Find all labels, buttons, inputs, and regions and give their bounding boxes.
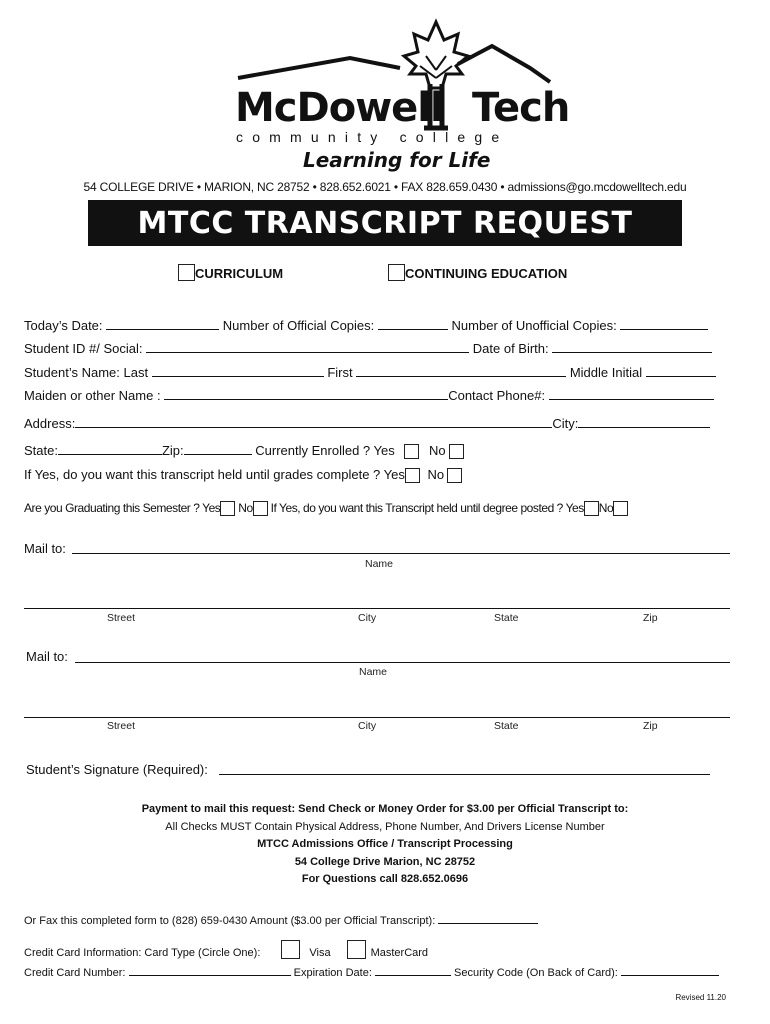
security-code-label: Security Code (On Back of Card): — [454, 967, 618, 979]
continuing-label: CONTINUING EDUCATION — [405, 266, 568, 281]
degree-no-label: No — [598, 501, 614, 515]
logo-name-left: McDowell — [235, 85, 443, 131]
mail-name-line-2[interactable] — [75, 662, 730, 663]
fax-label: Or Fax this completed form to (828) 659-0430 Amount ($3.00 per Official Transcript): — [24, 915, 436, 927]
fax-amount-field[interactable] — [438, 914, 538, 924]
city-label: City: — [552, 416, 579, 431]
dates-row — [24, 318, 730, 334]
address-field[interactable] — [75, 416, 552, 428]
state-caption: State — [494, 612, 519, 624]
expiration-field[interactable] — [375, 966, 451, 976]
hold-yes-checkbox[interactable] — [405, 468, 420, 483]
dob-label: Date of Birth: — [472, 341, 549, 356]
maiden-field[interactable] — [164, 388, 448, 400]
phone-label: Contact Phone#: — [448, 388, 546, 403]
graduating-row — [24, 500, 730, 516]
student-id-field[interactable] — [146, 341, 469, 353]
card-number-row — [24, 966, 719, 979]
page-title: MTCC TRANSCRIPT REQUEST — [88, 200, 682, 246]
hold-no-checkbox[interactable] — [447, 468, 462, 483]
maiden-row — [24, 388, 730, 404]
college-logo — [230, 18, 570, 172]
payment-line-2: All Checks MUST Contain Physical Address, Phone Number, And Drivers License Number — [165, 820, 605, 833]
todays-date-field[interactable] — [106, 318, 219, 330]
card-number-field[interactable] — [129, 966, 291, 976]
payment-line-1: Payment to mail this request: Send Check or Money Order for $3.00 per Official Transcript to: — [141, 803, 629, 815]
curriculum-checkbox[interactable] — [178, 264, 195, 281]
graduating-no-checkbox[interactable] — [253, 501, 268, 516]
signature-line[interactable] — [219, 774, 710, 775]
hold-question: If Yes, do you want this transcript held until grades complete ? Yes — [24, 467, 405, 482]
mail-to-1 — [24, 541, 730, 557]
city-caption: City — [358, 720, 377, 732]
last-name-field[interactable] — [152, 365, 324, 377]
mail-name-caption: Name — [365, 558, 394, 570]
degree-question: If Yes, do you want this Transcript held until degree posted ? Yes — [270, 501, 584, 515]
unofficial-copies-label: Number of Unofficial Copies: — [451, 318, 617, 333]
visa-checkbox[interactable] — [281, 940, 300, 959]
security-code-field[interactable] — [621, 966, 719, 976]
hold-no-label: No — [427, 467, 445, 482]
expiration-label: Expiration Date: — [293, 967, 372, 979]
zip-caption: Zip — [643, 612, 658, 624]
mail-to-label: Mail to: — [26, 649, 68, 664]
visa-label: Visa — [309, 947, 331, 959]
curriculum-option[interactable] — [178, 264, 283, 281]
phone-field[interactable] — [549, 388, 714, 400]
first-name-label: First — [327, 365, 353, 380]
city-caption: City — [358, 612, 377, 624]
state-label: State: — [24, 443, 58, 458]
state-row — [24, 443, 730, 459]
card-type-row — [24, 940, 428, 959]
graduating-question: Are you Graduating this Semester ? Yes — [24, 501, 221, 515]
city-field[interactable] — [578, 416, 710, 428]
mail-name-line-1[interactable] — [72, 553, 730, 554]
logo-tagline: Learning for Life — [303, 148, 491, 172]
unofficial-copies-field[interactable] — [620, 318, 708, 330]
fax-line — [24, 914, 538, 927]
degree-no-checkbox[interactable] — [613, 501, 628, 516]
official-copies-label: Number of Official Copies: — [222, 318, 375, 333]
maiden-label: Maiden or other Name : — [24, 388, 161, 403]
zip-field[interactable] — [184, 443, 252, 455]
enrolled-label: Currently Enrolled ? Yes — [255, 443, 395, 458]
zip-caption: Zip — [643, 720, 658, 732]
mail-address-line-1[interactable] — [24, 608, 730, 609]
payment-line-4: 54 College Drive Marion, NC 28752 — [294, 855, 476, 868]
logo-subtitle: community college — [236, 129, 509, 145]
name-row — [24, 365, 730, 381]
dob-field[interactable] — [552, 341, 712, 353]
graduating-no-label: No — [238, 501, 253, 515]
student-id-label: Student ID #/ Social: — [24, 341, 143, 356]
enrolled-no-label: No — [429, 443, 446, 458]
todays-date-label: Today’s Date: — [24, 318, 103, 333]
degree-yes-checkbox[interactable] — [584, 501, 599, 516]
last-name-label: Student’s Name: Last — [24, 365, 149, 380]
state-caption: State — [494, 720, 519, 732]
first-name-field[interactable] — [356, 365, 566, 377]
curriculum-label: CURRICULUM — [195, 266, 284, 281]
mail-to-label: Mail to: — [24, 541, 66, 556]
official-copies-field[interactable] — [378, 318, 448, 330]
continuing-option[interactable] — [388, 264, 567, 281]
mastercard-label: MasterCard — [370, 947, 429, 959]
continuing-checkbox[interactable] — [388, 264, 405, 281]
signature-row — [26, 762, 732, 778]
street-caption: Street — [107, 720, 136, 732]
zip-label: Zip: — [161, 443, 184, 458]
middle-initial-field[interactable] — [646, 365, 716, 377]
logo-name-right: Tech — [472, 85, 570, 131]
payment-line-3: MTCC Admissions Office / Transcript Processing — [257, 838, 513, 850]
id-row — [24, 341, 730, 357]
enrolled-no-checkbox[interactable] — [449, 444, 464, 459]
state-field[interactable] — [58, 443, 162, 455]
enrolled-yes-checkbox[interactable] — [404, 444, 419, 459]
card-type-label: Credit Card Information: Card Type (Circle One): — [24, 947, 261, 959]
contact-line: 54 COLLEGE DRIVE • MARION, NC 28752 • 828.652.6021 • FAX 828.659.0430 • admissions@go.mcdowelltech.edu — [83, 180, 687, 194]
address-row — [24, 416, 730, 432]
revision-note: Revised 11.20 — [675, 993, 726, 1002]
mastercard-checkbox[interactable] — [347, 940, 366, 959]
card-number-label: Credit Card Number: — [24, 967, 126, 979]
graduating-yes-checkbox[interactable] — [220, 501, 235, 516]
mail-name-caption: Name — [359, 666, 388, 678]
address-label: Address: — [24, 416, 76, 431]
mail-address-line-2[interactable] — [24, 717, 730, 718]
signature-label: Student’s Signature (Required): — [26, 762, 208, 777]
payment-line-5: For Questions call 828.652.0696 — [301, 873, 469, 885]
street-caption: Street — [107, 612, 136, 624]
hold-row — [24, 467, 730, 483]
middle-initial-label: Middle Initial — [569, 365, 643, 380]
payment-info — [0, 801, 770, 889]
